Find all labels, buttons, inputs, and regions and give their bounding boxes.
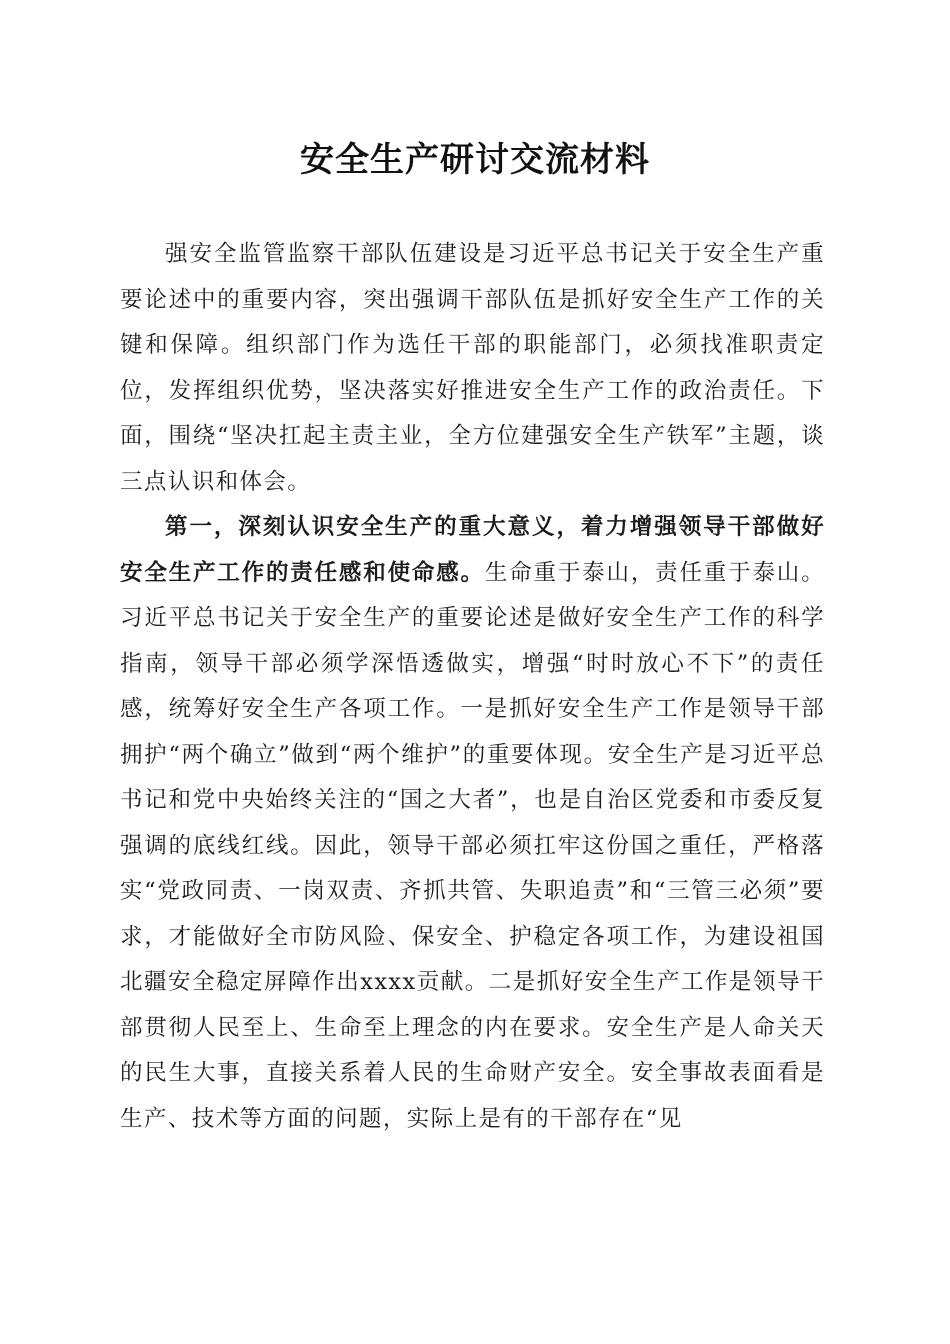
document-title: 安全生产研讨交流材料 bbox=[300, 140, 650, 180]
paragraph-first-point bbox=[120, 505, 825, 1142]
paragraph-first-point-heading: 第一，深刻认识安全生产的重大意义，着力增强领导干部做好安全生产工作的责任感和使命感。 bbox=[120, 514, 825, 586]
paragraph-intro bbox=[120, 232, 825, 505]
paragraph-first-point-text: 生命重于泰山，责任重于泰山。习近平总书记关于安全生产的重要论述是做好安全生产工作的科学指南，领导干部必须学深悟透做实，增强“时时放心不下”的责任感，统筹好安全生产各项工作。一是抓好安全生产工作是领导干部拥护“两个确立”做到“两个维护”的重要体现。安全生产是习近平总书记和党中央始终关注的“国之大者”，也是自治区党委和市委反复强调的底线红线。因此，领导干部必须扛牢这份国之重任，严格落实“党政同责、一岗双责、齐抓共管、失职追责”和“三管三必须”要求，才能做好全市防风险、保安全、护稳定各项工作，为建设祖国北疆安全稳定屏障作出xxxx贡献。二是抓好安全生产工作是领导干部贯彻人民至上、生命至上理念的内在要求。安全生产是人命关天的民生大事，直接关系着人民的生命财产安全。安全事故表面看是生产、技术等方面的问题，实际上是有的干部存在“见 bbox=[120, 559, 825, 1132]
paragraph-intro-text: 强安全监管监察干部队伍建设是习近平总书记关于安全生产重要论述中的重要内容，突出强调干部队伍是抓好安全生产工作的关键和保障。组织部门作为选任干部的职能部门，必须找准职责定位，发挥组织优势，坚决落实好推进安全生产工作的政治责任。下面，围绕“坚决扛起主责主业，全方位建强安全生产铁军”主题，谈三点认识和体会。 bbox=[120, 241, 825, 495]
document-body bbox=[120, 232, 825, 1142]
